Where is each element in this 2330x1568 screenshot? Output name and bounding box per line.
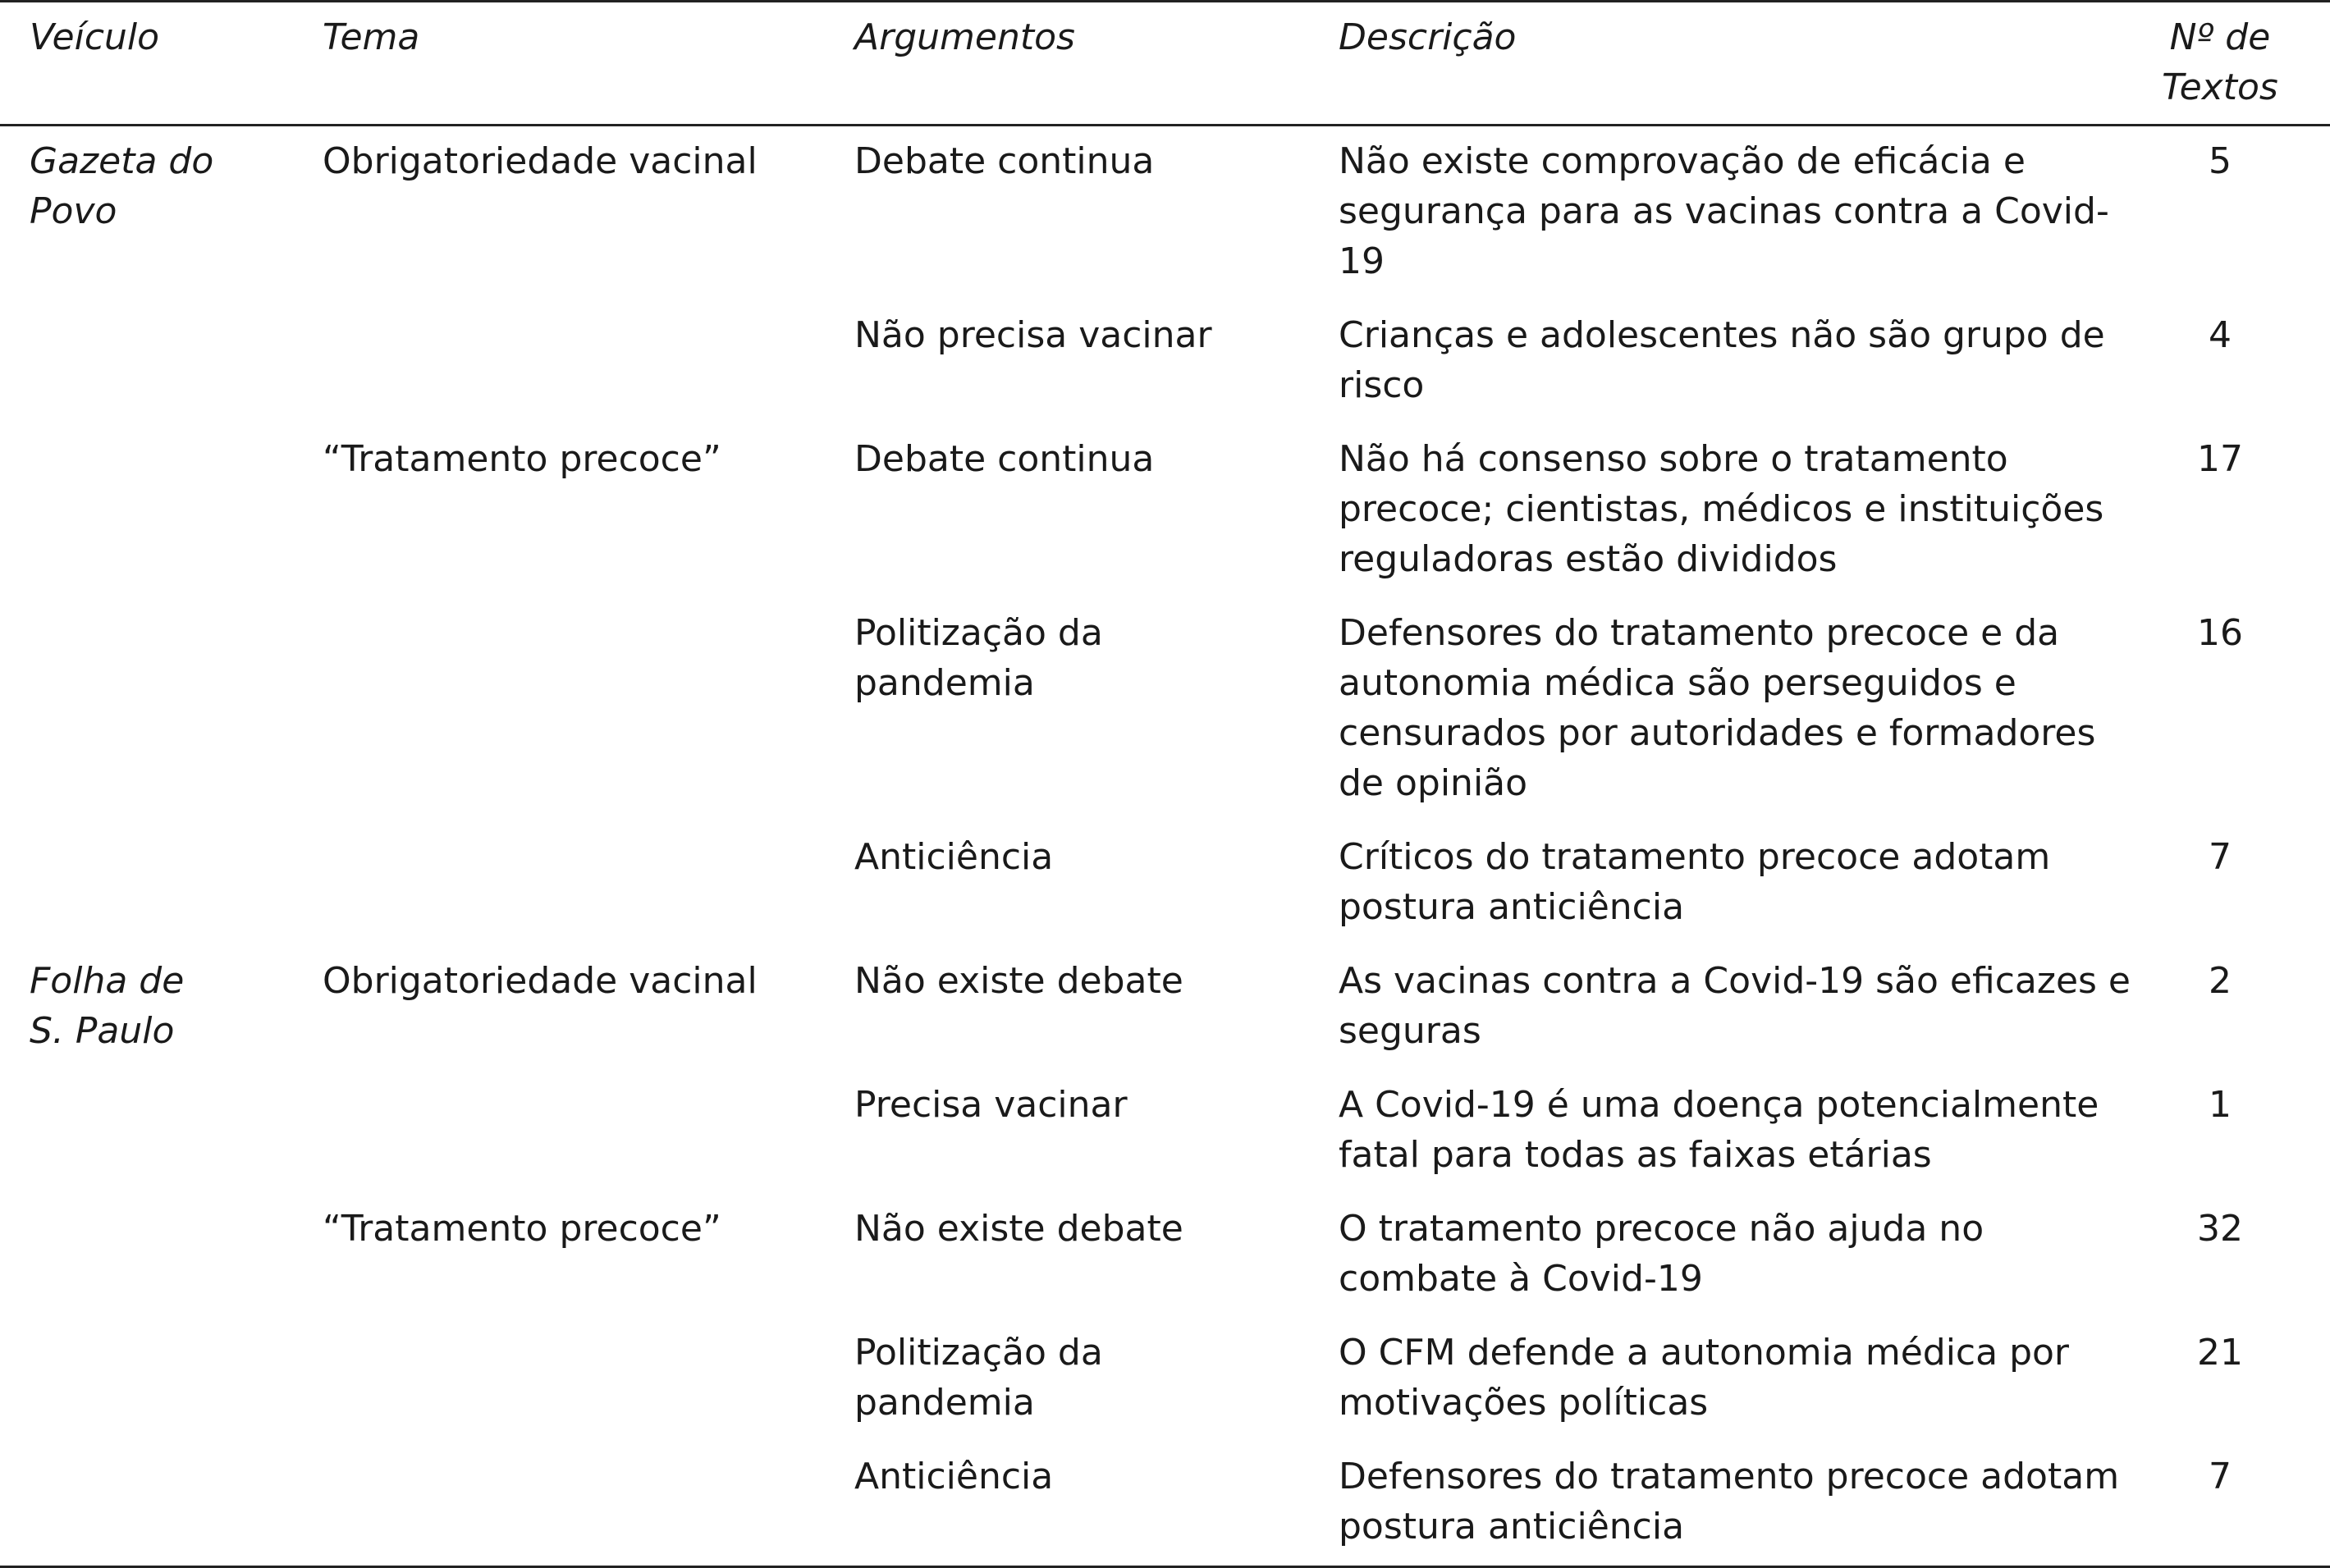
cell-argumento — [854, 598, 1339, 822]
cell-tema — [323, 598, 854, 822]
cell-argumento — [854, 1318, 1339, 1442]
cell-argumento-line1: Precisa vacinar — [854, 1084, 1128, 1126]
cell-descricao: As vacinas contra a Covid-19 são eficazes e seguras — [1339, 960, 2131, 1052]
cell-veiculo — [0, 1442, 323, 1567]
table-row — [0, 1194, 2330, 1318]
table-row — [0, 1070, 2330, 1194]
cell-tema: “Tratamento precoce” — [323, 438, 721, 480]
cell-num-textos: 1 — [2209, 1084, 2232, 1126]
cell-num-textos: 2 — [2209, 960, 2232, 1002]
cell-argumento-line1: Debate continua — [854, 140, 1155, 182]
cell-argumento-line1: Anticiência — [854, 836, 1054, 878]
cell-veiculo — [0, 1318, 323, 1442]
cell-argumento-line1: Debate continua — [854, 438, 1155, 480]
cell-tema: “Tratamento precoce” — [323, 1208, 721, 1250]
cell-argumento-line1: Politização da — [854, 612, 1103, 654]
cell-tema — [323, 1442, 854, 1567]
cell-descricao: Defensores do tratamento precoce e da autonomia médica são perseguidos e censurados por autoridades e formadores de opinião — [1339, 612, 2096, 804]
cell-veiculo — [0, 300, 323, 424]
cell-descricao: O tratamento precoce não ajuda no combate à Covid-19 — [1339, 1208, 1984, 1300]
cell-descricao: O CFM defende a autonomia médica por motivações políticas — [1339, 1332, 2070, 1424]
cell-argumento-line2: pandemia — [854, 662, 1035, 704]
cell-tema — [323, 822, 854, 946]
header-descricao: Descrição — [1339, 16, 1517, 58]
cell-tema — [323, 1070, 854, 1194]
table-row — [0, 1318, 2330, 1442]
cell-veiculo — [0, 1070, 323, 1194]
header-argumentos: Argumentos — [854, 16, 1075, 58]
table-row — [0, 424, 2330, 598]
cell-veiculo-line1: Folha de — [30, 960, 185, 1002]
header-num-textos-line1: Nº de — [2169, 16, 2271, 58]
cell-descricao: Defensores do tratamento precoce adotam postura anticiência — [1339, 1456, 2120, 1547]
cell-descricao: Críticos do tratamento precoce adotam postura anticiência — [1339, 836, 2051, 928]
cell-veiculo — [0, 598, 323, 822]
cell-tema: Obrigatoriedade vacinal — [323, 140, 758, 182]
header-num-textos — [2143, 2, 2330, 126]
cell-tema — [323, 1318, 854, 1442]
cell-num-textos: 16 — [2197, 612, 2243, 654]
cell-num-textos: 17 — [2197, 438, 2243, 480]
cell-veiculo — [0, 946, 323, 1070]
header-num-textos-line2: Textos — [2162, 66, 2278, 108]
cell-veiculo — [0, 822, 323, 946]
cell-veiculo-line1: Gazeta do — [30, 140, 214, 182]
cell-num-textos: 7 — [2209, 836, 2232, 878]
table-row — [0, 1442, 2330, 1567]
cell-argumento-line1: Não existe debate — [854, 1208, 1183, 1250]
cell-num-textos: 32 — [2197, 1208, 2243, 1250]
table-header — [0, 2, 2330, 126]
table-row — [0, 946, 2330, 1070]
cell-argumento-line1: Anticiência — [854, 1456, 1054, 1497]
cell-argumento — [854, 300, 1339, 424]
cell-argumento — [854, 424, 1339, 598]
cell-descricao: Não existe comprovação de eficácia e segurança para as vacinas contra a Covid-19 — [1339, 140, 2109, 282]
table-row — [0, 822, 2330, 946]
cell-argumento — [854, 946, 1339, 1070]
table-row — [0, 598, 2330, 822]
table-row — [0, 126, 2330, 301]
cell-tema — [323, 300, 854, 424]
table-body — [0, 126, 2330, 1567]
header-row — [0, 2, 2330, 126]
table-row — [0, 300, 2330, 424]
header-veiculo: Veículo — [30, 16, 160, 58]
cell-argumento-line2: pandemia — [854, 1382, 1035, 1424]
cell-argumento — [854, 822, 1339, 946]
cell-veiculo — [0, 424, 323, 598]
cell-argumento-line1: Não precisa vacinar — [854, 314, 1212, 356]
cell-num-textos: 5 — [2209, 140, 2232, 182]
cell-veiculo — [0, 126, 323, 301]
header-tema: Tema — [323, 16, 420, 58]
cell-veiculo-line2: Povo — [30, 190, 117, 232]
cell-argumento-line1: Não existe debate — [854, 960, 1183, 1002]
cell-argumento — [854, 1442, 1339, 1567]
cell-argumento — [854, 1070, 1339, 1194]
cell-argumento — [854, 126, 1339, 301]
cell-descricao: Não há consenso sobre o tratamento precoce; cientistas, médicos e instituições reguladoras estão divididos — [1339, 438, 2104, 580]
cell-descricao: Crianças e adolescentes não são grupo de risco — [1339, 314, 2105, 406]
cell-argumento — [854, 1194, 1339, 1318]
cell-tema: Obrigatoriedade vacinal — [323, 960, 758, 1002]
cell-veiculo-line2: S. Paulo — [30, 1010, 175, 1052]
cell-num-textos: 21 — [2197, 1332, 2243, 1374]
cell-num-textos: 4 — [2209, 314, 2232, 356]
cell-argumento-line1: Politização da — [854, 1332, 1103, 1374]
cell-descricao: A Covid-19 é uma doença potencialmente fatal para todas as faixas etárias — [1339, 1084, 2099, 1176]
cell-num-textos: 7 — [2209, 1456, 2232, 1497]
cell-veiculo — [0, 1194, 323, 1318]
